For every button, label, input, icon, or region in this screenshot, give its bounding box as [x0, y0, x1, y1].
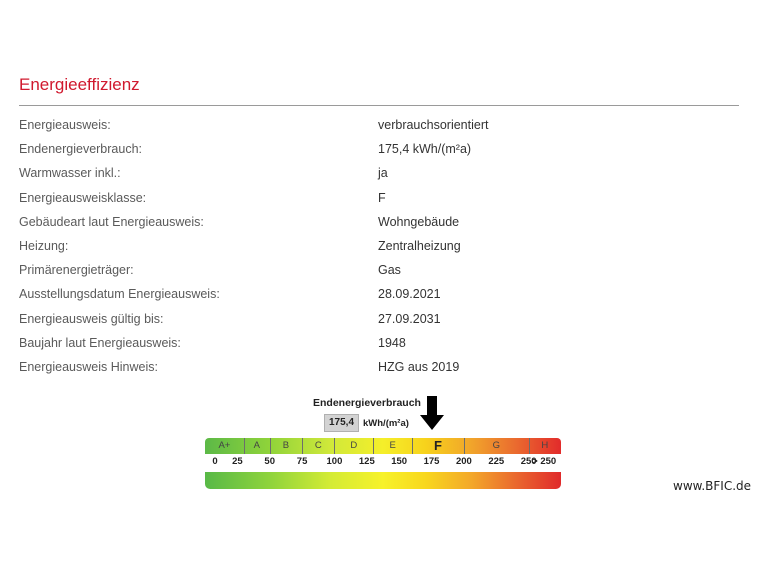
- tick-label: 0: [212, 456, 218, 467]
- class-divider: [373, 438, 374, 454]
- energy-class-f: F: [434, 438, 442, 453]
- consumption-unit: kWh/(m²a): [363, 418, 409, 429]
- info-row-heizung: [19, 239, 739, 263]
- class-divider: [529, 438, 530, 454]
- tick-label: 175: [423, 456, 440, 467]
- section-title: Energieeffizienz: [19, 75, 140, 94]
- scale-title: Endenergieverbrauch: [313, 397, 421, 409]
- row-label: Energieausweisklasse:: [19, 190, 147, 205]
- down-arrow-icon: [420, 396, 444, 430]
- energy-gradient-bar: [205, 472, 561, 489]
- row-label: Endenergieverbrauch:: [19, 142, 142, 157]
- row-value: Zentralheizung: [378, 238, 461, 253]
- tick-label: 125: [358, 456, 375, 467]
- row-label: Energieausweis Hinweis:: [19, 359, 158, 374]
- info-row-energieausweis: [19, 118, 739, 142]
- row-value: 1948: [378, 335, 406, 350]
- info-row-gebaeudeart: [19, 215, 739, 239]
- row-label: Heizung:: [19, 238, 69, 253]
- row-value: HZG aus 2019: [378, 359, 460, 374]
- row-label: Primärenergieträger:: [19, 263, 134, 278]
- tick-label: 250: [520, 456, 537, 467]
- class-divider: [270, 438, 271, 454]
- row-value: verbrauchsorientiert: [378, 118, 489, 132]
- energy-class-h: H: [541, 440, 549, 451]
- tick-label: 225: [488, 456, 505, 467]
- tick-label: 75: [296, 456, 308, 467]
- energy-scale: [203, 394, 563, 494]
- class-divider: [244, 438, 245, 454]
- consumption-value-box: 175,4: [324, 414, 359, 432]
- info-row-endenergieverbrauch: [19, 142, 739, 166]
- class-divider: [334, 438, 335, 454]
- energy-info-table: [19, 118, 739, 384]
- energy-class-aplus: A+: [218, 440, 231, 451]
- row-value: 175,4 kWh/(m²a): [378, 142, 472, 157]
- row-label: Gebäudeart laut Energieausweis:: [19, 214, 204, 229]
- energy-class-d: D: [350, 440, 358, 451]
- energy-class-bar: [205, 438, 561, 454]
- energy-class-e: E: [389, 440, 396, 451]
- info-row-energieausweisklasse: [19, 191, 739, 215]
- tick-label: 100: [326, 456, 343, 467]
- info-row-ausstellungsdatum: [19, 287, 739, 311]
- energy-class-c: C: [314, 440, 322, 451]
- row-value: ja: [378, 166, 388, 181]
- section-divider: [19, 105, 739, 106]
- class-divider: [302, 438, 303, 454]
- row-value: 27.09.2031: [378, 311, 441, 326]
- tick-label: 25: [232, 456, 243, 467]
- row-value: Wohngebäude: [378, 214, 460, 229]
- row-label: Warmwasser inkl.:: [19, 166, 121, 181]
- row-value: Gas: [378, 263, 401, 278]
- energy-class-b: B: [282, 440, 290, 451]
- energy-class-g: G: [492, 440, 500, 451]
- row-label: Energieausweis gültig bis:: [19, 311, 164, 326]
- row-label: Energieausweis:: [19, 118, 111, 132]
- row-label: Baujahr laut Energieausweis:: [19, 335, 181, 350]
- scale-ticks: [205, 456, 561, 470]
- info-row-hinweis: [19, 360, 739, 384]
- info-row-primaerenergietraeger: [19, 263, 739, 287]
- tick-label: 50: [264, 456, 276, 467]
- tick-label: 200: [455, 456, 472, 467]
- tick-label: 150: [391, 456, 408, 467]
- info-row-baujahr: [19, 336, 739, 360]
- info-row-gueltig-bis: [19, 312, 739, 336]
- watermark: www.BFIC.de: [673, 479, 752, 493]
- energy-class-a: A: [253, 440, 260, 451]
- tick-label: > 250: [532, 456, 557, 467]
- row-value: F: [378, 190, 386, 205]
- class-divider: [412, 438, 413, 454]
- class-divider: [464, 438, 465, 454]
- info-row-warmwasser: [19, 166, 739, 190]
- row-value: 28.09.2021: [378, 287, 441, 302]
- row-label: Ausstellungsdatum Energieausweis:: [19, 287, 220, 302]
